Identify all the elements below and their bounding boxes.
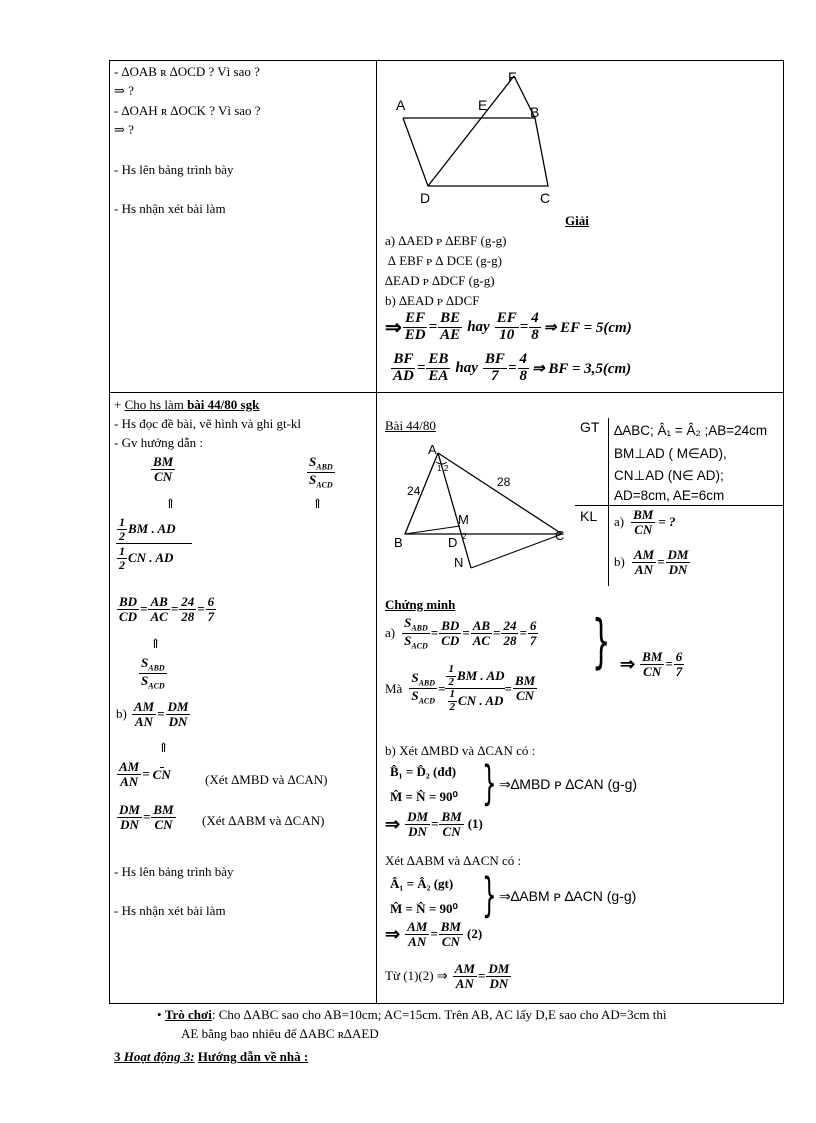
table-border-mid bbox=[376, 60, 377, 1004]
proof-c-angle: Â₁ = Â₂ (gt) bbox=[390, 876, 454, 891]
game-line-1: • Trò chơi: Cho ∆ABC sao cho AB=10cm; AC=15cm. Trên AB, AC lấy D,E sao cho AD=3cm thì bbox=[157, 1007, 667, 1022]
activity-3: 3 Hoạt động 3: Hướng dẫn về nhà : bbox=[114, 1049, 309, 1064]
proof-c-ratio: ⇒ $\frac{AM}{AN}$ = $\frac{BM}{CN}$ (2) bbox=[385, 919, 483, 949]
gt-line-3: CN⊥AD (N∈ AD); bbox=[614, 468, 724, 483]
label-e: E bbox=[478, 97, 488, 113]
game-line-2: AE bằng bao nhiêu để ∆ABC ʀ∆AED bbox=[181, 1026, 379, 1041]
svg-text:1: 1 bbox=[437, 464, 442, 473]
parallelogram-figure bbox=[390, 66, 580, 206]
label-c: C bbox=[540, 190, 551, 206]
up-arrow: ⇑ bbox=[312, 496, 323, 511]
proof-b-ratio: ⇒ $\frac{DM}{DN}$ = $\frac{BM}{CN}$ (1) bbox=[385, 809, 483, 839]
gt-line-4: AD=8cm, AE=6cm bbox=[614, 488, 725, 503]
proof-c-intro: Xét ∆ABM và ∆ACN có : bbox=[385, 853, 522, 868]
triangle-figure bbox=[390, 440, 570, 575]
svg-text:24: 24 bbox=[407, 484, 421, 498]
label-a: A bbox=[396, 97, 406, 113]
svg-text:D: D bbox=[448, 535, 458, 550]
solution-heading: Giải bbox=[565, 213, 589, 228]
step-read: - Hs đọc đề bài, vẽ hình và ghi gt-kl bbox=[114, 416, 302, 431]
student-present: - Hs lên bảng trình bày bbox=[114, 162, 234, 177]
formula-ef: ⇒ $\frac{EF}{ED}$ = $\frac{BE}{AE}$ hay $\frac{EF}{10}$ = $\frac{4}{8}$ ⇒ EF = 5(cm) bbox=[385, 310, 632, 343]
gt-kl-vertical bbox=[608, 418, 609, 586]
implies-line: ⇒ ? bbox=[114, 122, 134, 137]
svg-text:2: 2 bbox=[462, 532, 467, 541]
up-arrow: ⇑ bbox=[158, 740, 169, 755]
formula-bf: $\frac{BF}{AD}$ = $\frac{EB}{EA}$ hay $\frac{BF}{7}$ = $\frac{4}{8}$ ⇒ BF = 3,5(cm) bbox=[393, 351, 632, 384]
kl-b: b) $\frac{AM}{AN}$ = $\frac{DM}{DN}$ bbox=[614, 547, 689, 577]
svg-text:B: B bbox=[394, 535, 403, 550]
proof-a-line1: a) $\frac{S_{ABD}}{S_{ACD}}$ = $\frac{BD}{CD}$ = $\frac{AB}{AC}$ = $\frac{24}{28}$ = $\frac{6}{7}$ bbox=[385, 615, 537, 651]
proof-b-right: M̂ = N̂ = 90⁰ bbox=[390, 789, 458, 804]
solution-b1: b) ∆EAD ᴘ ∆DCF bbox=[385, 293, 480, 308]
table-border-left bbox=[109, 60, 110, 1004]
proof-b-angle: B̂₁ = D̂₂ (đđ) bbox=[390, 764, 457, 779]
svg-text:2: 2 bbox=[444, 464, 449, 473]
ratio-am-bm: $\frac{AM}{AN}$ = CN bbox=[119, 759, 171, 789]
proof-c-brace: } bbox=[482, 868, 497, 922]
kl-label: KL bbox=[580, 508, 598, 524]
label-f: F bbox=[508, 69, 517, 85]
question-oah-ock: - ∆OAH ʀ ∆OCK ? Vì sao ? bbox=[114, 103, 261, 118]
step-guide: - Gv hướng dẫn : bbox=[114, 435, 204, 450]
question-oab-ocd: - ∆OAB ʀ ∆OCD ? Vì sao ? bbox=[114, 64, 260, 79]
table-border-bottom bbox=[109, 1003, 784, 1004]
student-review: - Hs nhận xét bài làm bbox=[114, 201, 226, 216]
ratio-bm-cn: $\frac{BM}{CN}$ bbox=[153, 454, 174, 484]
gt-line-2: BM⊥AD ( M∈AD), bbox=[614, 446, 727, 461]
proof-c-right: M̂ = N̂ = 90⁰ bbox=[390, 901, 458, 916]
table-row-divider bbox=[109, 392, 784, 393]
exercise-title: + Cho hs làm bài 44/80 sgk bbox=[114, 397, 260, 412]
ratio-area-2: $\frac{S_{ABD}}{S_{ACD}}$ bbox=[141, 655, 165, 691]
svg-text:M: M bbox=[458, 512, 469, 527]
label-d: D bbox=[420, 190, 431, 206]
svg-text:C: C bbox=[555, 528, 565, 543]
exercise-number: Bài 44/80 bbox=[385, 418, 436, 433]
proof-b-brace: } bbox=[482, 756, 497, 810]
xet-abm-can: (Xét ∆ABM và ∆CAN) bbox=[202, 813, 325, 828]
gt-kl-horizontal bbox=[575, 505, 784, 506]
ratio-area: $\frac{S_{ABD}}{S_{ACD}}$ bbox=[309, 454, 333, 490]
ratio-dm-bm: $\frac{DM}{DN}$ = $\frac{BM}{CN}$ bbox=[119, 802, 174, 832]
proof-b-similar: ⇒∆MBD ᴘ ∆CAN (g-g) bbox=[499, 776, 638, 792]
proof-a-result: ⇒ $\frac{BM}{CN}$ = $\frac{6}{7}$ bbox=[620, 649, 683, 679]
proof-b-intro: b) Xét ∆MBD và ∆CAN có : bbox=[385, 743, 536, 758]
proof-heading: Chứng minh bbox=[385, 597, 456, 612]
svg-text:28: 28 bbox=[497, 475, 511, 489]
ratio-bd-cd: $\frac{BD}{CD}$ = $\frac{AB}{AC}$ = $\frac{24}{28}$ = $\frac{6}{7}$ bbox=[119, 594, 215, 624]
table-border-right bbox=[783, 60, 784, 1004]
proof-a-line2: Mà $\frac{S_{ABD}}{S_{ACD}}$ = $\frac{1}{2}$ BM . AD $\frac{1}{2}$ CN . AD = $\frac{BM}{CN}$ bbox=[385, 663, 536, 713]
up-arrow: ⇑ bbox=[165, 496, 176, 511]
solution-a3: ∆EAD ᴘ ∆DCF (g-g) bbox=[385, 273, 495, 288]
proof-c-similar: ⇒∆ABM ᴘ ∆ACN (g-g) bbox=[499, 888, 637, 904]
ratio-am-an: b) $\frac{AM}{AN}$ = $\frac{DM}{DN}$ bbox=[116, 699, 189, 729]
ratio-half-products: $\frac{1}{2}$ BM . AD $\frac{1}{2}$ CN . AD bbox=[116, 516, 192, 571]
implies-line: ⇒ ? bbox=[114, 83, 134, 98]
proof-a-brace: } bbox=[592, 607, 611, 675]
student-present-2: - Hs lên bảng trình bày bbox=[114, 864, 234, 879]
svg-text:A: A bbox=[428, 442, 437, 457]
proof-conclusion: Từ (1)(2) ⇒ $\frac{AM}{AN}$ = $\frac{DM}{DN}$ bbox=[385, 961, 510, 991]
solution-a2: ∆ EBF ᴘ ∆ DCE (g-g) bbox=[388, 253, 502, 268]
label-b: B bbox=[530, 104, 540, 120]
table-border-top bbox=[109, 60, 784, 61]
kl-a: a) $\frac{BM}{CN}$ = ? bbox=[614, 507, 676, 537]
svg-text:N: N bbox=[454, 555, 464, 570]
xet-mbd-can: (Xét ∆MBD và ∆CAN) bbox=[205, 772, 328, 787]
student-review-2: - Hs nhận xét bài làm bbox=[114, 903, 226, 918]
gt-line-1: ∆ABC; Â₁ = Â₂ ;AB=24cm bbox=[614, 423, 768, 438]
up-arrow: ⇑ bbox=[150, 636, 161, 651]
gt-label: GT bbox=[580, 419, 600, 435]
solution-a1: a) ∆AED ᴘ ∆EBF (g-g) bbox=[385, 233, 507, 248]
